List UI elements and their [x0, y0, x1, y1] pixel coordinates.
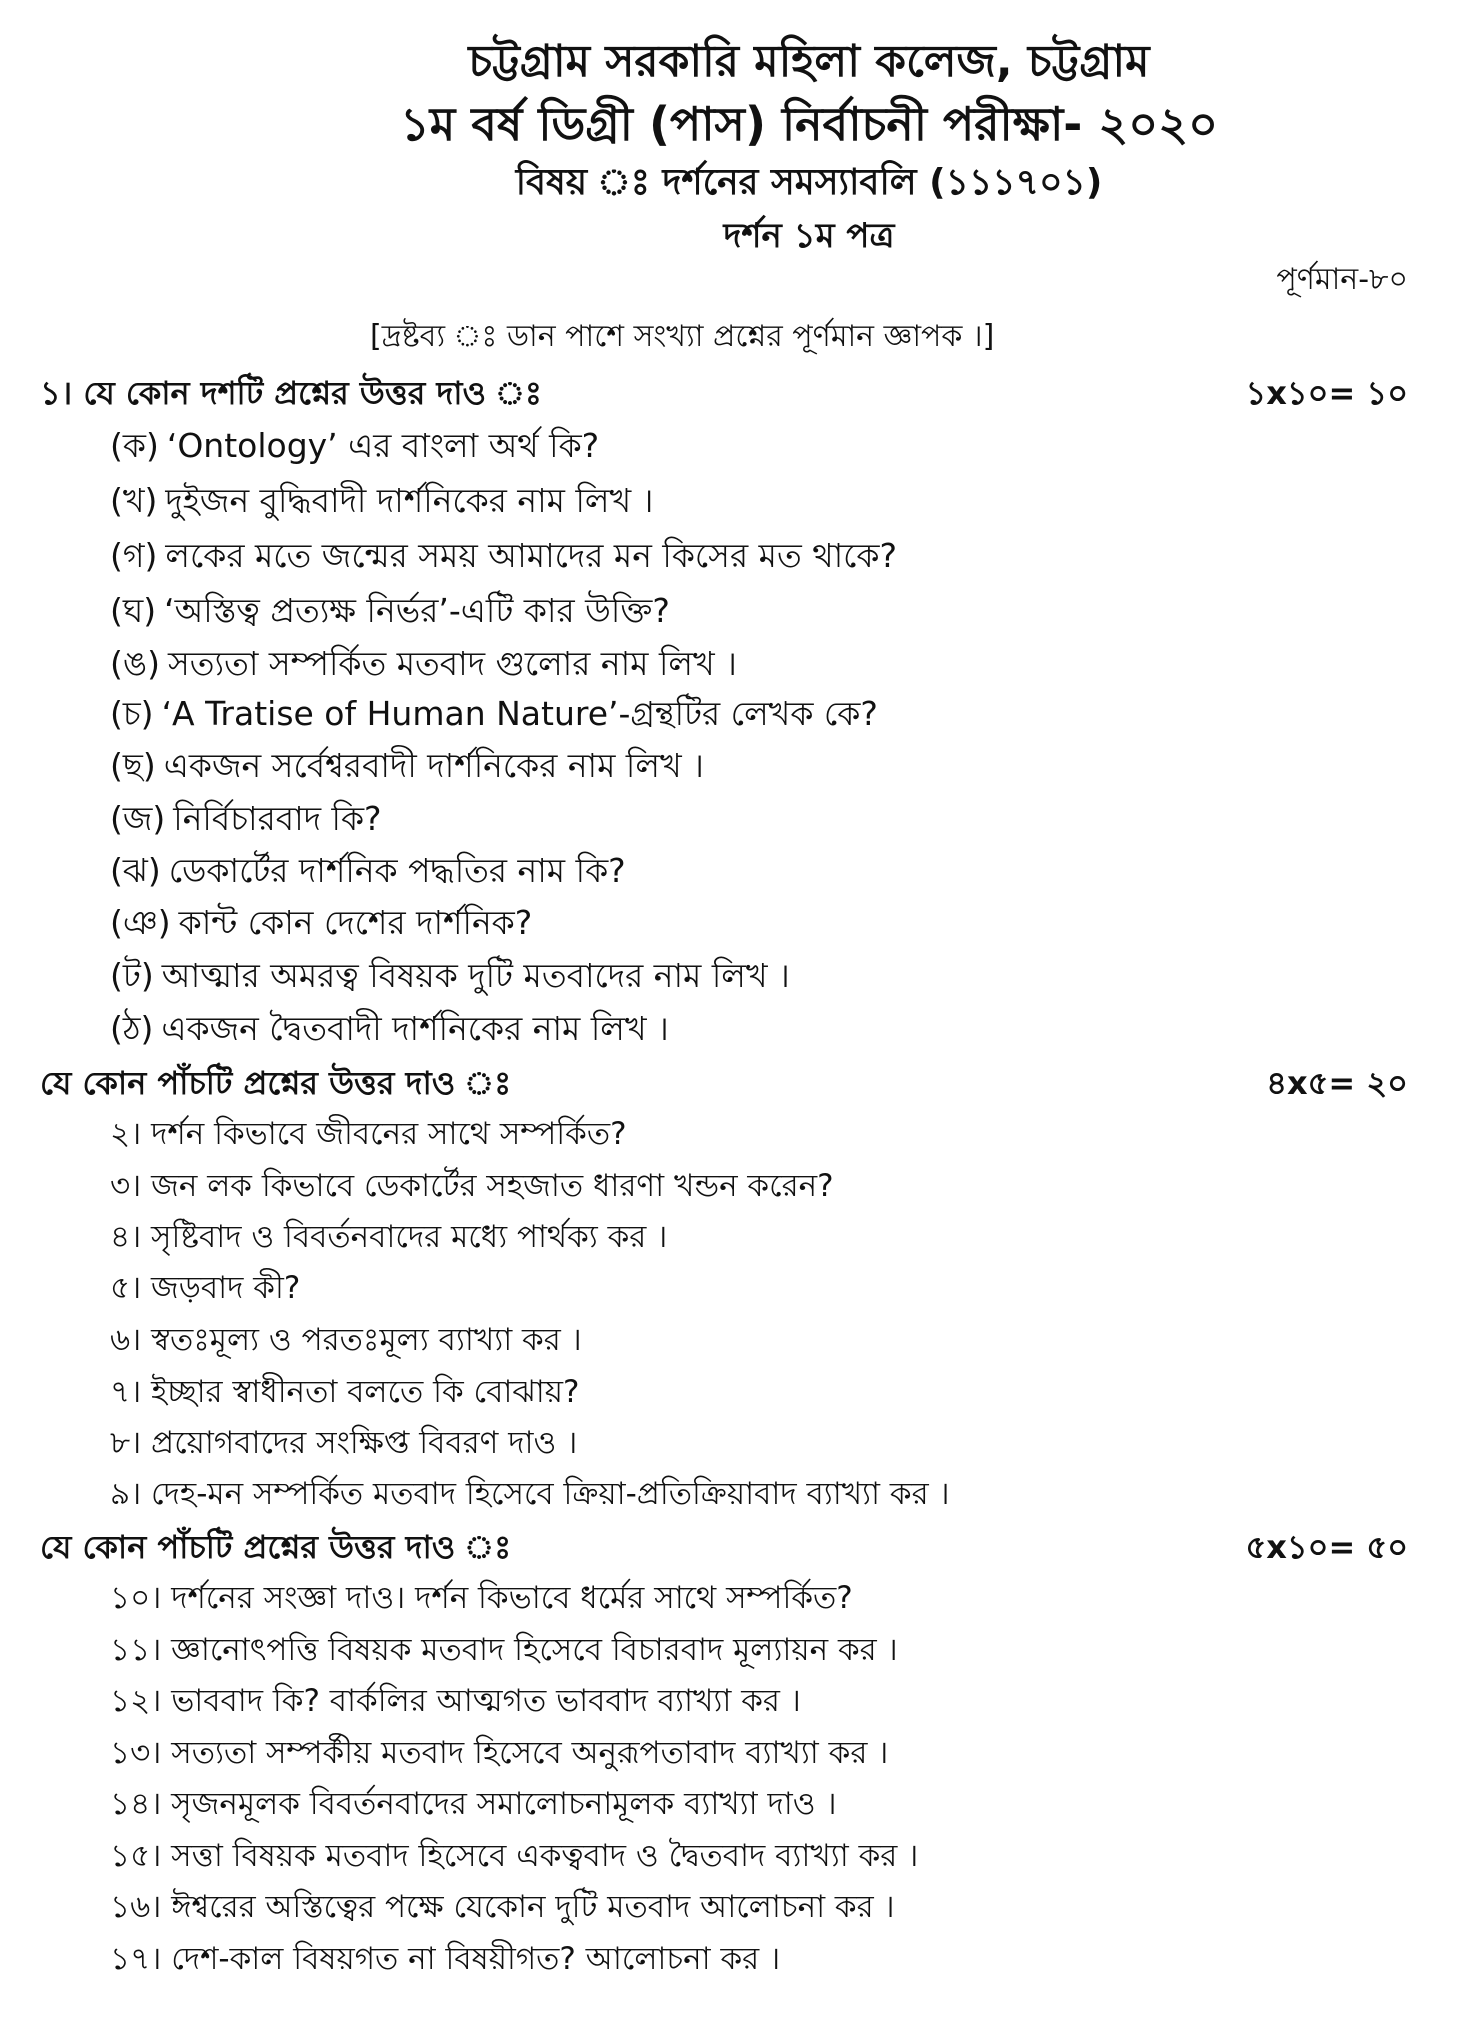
item-text: দুইজন বুদ্ধিবাদী দার্শনিকের নাম লিখ ।: [165, 481, 654, 520]
question-item: ১২। ভাববাদ কি? বার্কলির আত্মগত ভাববাদ ব্যাখ্যা কর ।: [110, 1683, 801, 1719]
item-label: (চ): [110, 694, 154, 733]
question-item: ১১। জ্ঞানোৎপত্তি বিষয়ক মতবাদ হিসেবে বিচারবাদ মূল্যায়ন কর ।: [110, 1632, 898, 1668]
item-label: (খ): [110, 481, 158, 520]
question-item: ১৪। সৃজনমূলক বিবর্তনবাদের সমালোচনামূলক ব্যাখ্যা দাও ।: [110, 1786, 837, 1822]
item-label: (ঝ): [110, 851, 161, 890]
question-item: ১৭। দেশ-কাল বিষয়গত না বিষয়ীগত? আলোচনা কর ।: [110, 1941, 781, 1977]
section3-marks: ৫x১০= ৫০: [1245, 1528, 1408, 1566]
section3-heading: যে কোন পাঁচটি প্রশ্নের উত্তর দাও ঃ: [40, 1528, 512, 1566]
item-label: (জ): [110, 799, 166, 838]
item-text: ‘Ontology’ এর বাংলা অর্থ কি?: [166, 426, 600, 465]
item-label: (ছ): [110, 746, 156, 785]
item-label: (ট): [110, 956, 154, 995]
item-label: (গ): [110, 536, 158, 575]
list-item: [110, 688, 878, 744]
section1-heading: ১। যে কোন দশটি প্রশ্নের উত্তর দাও ঃ: [40, 374, 542, 412]
list-item: [110, 530, 897, 586]
item-text: আত্মার অমরত্ব বিষয়ক দুটি মতবাদের নাম লিখ ।: [161, 956, 790, 995]
item-text: সত্যতা সম্পর্কিত মতবাদ গুলোর নাম লিখ ।: [167, 644, 737, 683]
paper-line: দর্শন ১ম পত্র: [723, 216, 895, 256]
item-text: ‘অস্তিত্ব প্রত্যক্ষ নির্ভর’-এটি কার উক্তি?: [164, 591, 670, 630]
exam-title: ১ম বর্ষ ডিগ্রী (পাস) নির্বাচনী পরীক্ষা- ২০২০: [399, 97, 1219, 151]
item-label: (ঞ): [110, 903, 171, 942]
item-text: লকের মতে জন্মের সময় আমাদের মন কিসের মত থাকে?: [165, 536, 898, 575]
item-label: (ক): [110, 426, 159, 465]
question-item: ২। দর্শন কিভাবে জীবনের সাথে সম্পর্কিত?: [110, 1116, 627, 1152]
college-name: চট্টগ্রাম সরকারি মহিলা কলেজ, চট্টগ্রাম: [468, 36, 1150, 87]
item-text: ‘A Tratise of Human Nature’-গ্রন্থটির লেখক কে?: [161, 694, 878, 733]
question-item: ৬। স্বতঃমূল্য ও পরতঃমূল্য ব্যাখ্যা কর ।: [110, 1322, 582, 1358]
section2-marks: ৪x৫= ২০: [1266, 1064, 1408, 1102]
section1-marks: ১x১০= ১০: [1245, 374, 1408, 412]
question-item: ১০। দর্শনের সংজ্ঞা দাও। দর্শন কিভাবে ধর্মের সাথে সম্পর্কিত?: [110, 1580, 853, 1616]
question-item: ৫। জড়বাদ কী?: [110, 1270, 301, 1306]
item-text: নির্বিচারবাদ কি?: [173, 799, 382, 838]
item-text: একজন সর্বেশ্বরবাদী দার্শনিকের নাম লিখ ।: [163, 746, 704, 785]
full-marks: পূর্ণমান-৮০: [1276, 262, 1408, 297]
list-item: [110, 638, 737, 694]
list-item: [110, 897, 532, 953]
list-item: [110, 740, 704, 796]
item-text: ডেকার্টের দার্শনিক পদ্ধতির নাম কি?: [168, 851, 626, 890]
list-item: [110, 793, 382, 849]
list-item: [110, 950, 790, 1006]
question-item: ১৬। ঈশ্বরের অস্তিত্বের পক্ষে যেকোন দুটি মতবাদ আলোচনা কর ।: [110, 1889, 895, 1925]
section2-heading: যে কোন পাঁচটি প্রশ্নের উত্তর দাও ঃ: [40, 1064, 512, 1102]
question-item: ৭। ইচ্ছার স্বাধীনতা বলতে কি বোঝায়?: [110, 1374, 580, 1410]
list-item: [110, 1003, 669, 1059]
item-label: (ঘ): [110, 591, 157, 630]
question-item: ১৩। সত্যতা সম্পর্কীয় মতবাদ হিসেবে অনুরূপতাবাদ ব্যাখ্যা কর ।: [110, 1735, 889, 1771]
subject-line: বিষয় ঃ দর্শনের সমস্যাবলি (১১১৭০১): [515, 162, 1103, 203]
question-item: ৮। প্রয়োগবাদের সংক্ষিপ্ত বিবরণ দাও ।: [110, 1425, 578, 1461]
list-item: [110, 845, 626, 901]
question-item: ৪। সৃষ্টিবাদ ও বিবর্তনবাদের মধ্যে পার্থক্য কর ।: [110, 1219, 668, 1255]
list-item: [110, 475, 653, 531]
instruction-note: [দ্রষ্টব্য ঃ ডান পাশে সংখ্যা প্রশ্নের পূর্ণমান জ্ঞাপক ।]: [370, 319, 995, 354]
item-text: কান্ট কোন দেশের দার্শনিক?: [178, 903, 533, 942]
question-item: ৩। জন লক কিভাবে ডেকার্টের সহজাত ধারণা খন্ডন করেন?: [110, 1168, 834, 1204]
list-item: [110, 420, 599, 476]
item-label: (ঠ): [110, 1009, 154, 1048]
item-label: (ঙ): [110, 644, 160, 683]
item-text: একজন দ্বৈতবাদী দার্শনিকের নাম লিখ ।: [161, 1009, 669, 1048]
question-item: ৯। দেহ-মন সম্পর্কিত মতবাদ হিসেবে ক্রিয়া-প্রতিক্রিয়াবাদ ব্যাখ্যা কর ।: [110, 1476, 950, 1512]
question-item: ১৫। সত্তা বিষয়ক মতবাদ হিসেবে একত্ববাদ ও দ্বৈতবাদ ব্যাখ্যা কর ।: [110, 1838, 919, 1874]
list-item: [110, 585, 670, 641]
